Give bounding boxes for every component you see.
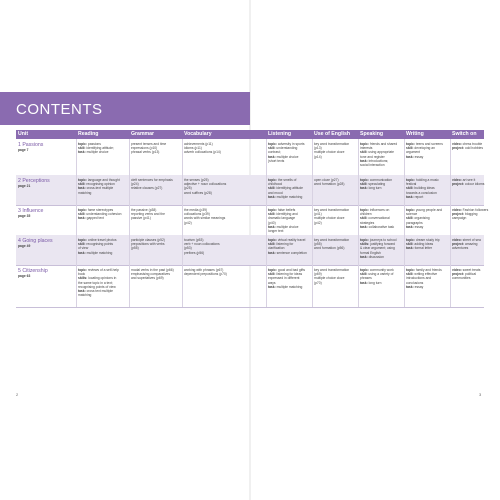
cell-line: topic: communication — [360, 178, 393, 182]
column-divider — [182, 175, 183, 205]
cell-line: clarification — [268, 246, 285, 251]
cell-line: and superlatives (p69) — [131, 276, 164, 281]
switch-on-cell — [450, 208, 489, 221]
cell-line: prepositions with verbs — [131, 242, 165, 247]
cell-line: topic: dream study trip — [406, 238, 440, 242]
cell-line: matching — [78, 190, 92, 195]
cell-line: contrast; — [268, 150, 281, 155]
header-listening: Listening — [268, 131, 292, 137]
reading-cell — [76, 208, 129, 221]
header-switch-on: Switch on — [452, 131, 477, 137]
cell-line: skill: speculating — [360, 182, 386, 187]
cell-line: words with similar meanings — [184, 216, 226, 221]
column-divider — [182, 265, 183, 307]
cell-line: word formation (p56) — [314, 246, 345, 251]
cell-line: skill: conversational — [360, 216, 390, 221]
cell-line: formal English — [360, 250, 381, 255]
cell-line: the same topic in a text; — [78, 280, 113, 285]
cell-line: ways — [268, 280, 276, 285]
cell-line: verb + noun collocations — [184, 242, 220, 247]
column-divider — [266, 139, 267, 175]
column-divider — [358, 139, 359, 175]
grammar-cell — [129, 178, 182, 191]
speaking-cell — [358, 208, 404, 229]
cell-line: recognising points of view — [78, 284, 116, 289]
cell-line: task: long turn — [360, 186, 382, 191]
header-grammar: Grammar — [131, 131, 155, 137]
cell-line: skill: recognising points — [78, 242, 114, 247]
cell-line: topic: reviews of a self-help — [78, 268, 119, 272]
unit-title[interactable]: 5 Citizenship — [18, 268, 48, 274]
grammar-cell — [129, 268, 182, 281]
cell-line: paragraphs — [406, 220, 423, 225]
column-divider — [312, 235, 313, 265]
cell-line: video: street of sea — [452, 238, 481, 242]
table-row — [16, 265, 484, 307]
cell-line: skill: understanding — [268, 146, 298, 151]
cell-line: key word transformation — [314, 208, 350, 212]
column-divider — [76, 205, 77, 235]
column-divider — [129, 265, 130, 307]
cell-line: topic: the smells of — [268, 178, 297, 182]
cell-line: participle clauses (p52) — [131, 238, 165, 242]
cell-line: longer text — [268, 229, 284, 234]
cell-line: children — [360, 212, 372, 217]
cell-line: skill: understanding cohesion — [78, 212, 122, 217]
use-of-english-cell — [312, 142, 358, 159]
speaking-cell — [358, 178, 404, 191]
unit-page: page 49 — [18, 244, 31, 248]
switch-on-cell — [450, 178, 484, 186]
cell-line: skill: writing effective — [406, 272, 438, 277]
cell-line: (p55) — [131, 246, 139, 251]
writing-cell — [404, 142, 450, 159]
cell-line: open cloze (p27) — [314, 178, 339, 182]
cell-line: social interaction — [360, 163, 385, 168]
writing-cell — [404, 178, 450, 199]
cell-line: present tenses and time — [131, 142, 167, 146]
cell-line: childhood — [268, 182, 283, 187]
column-divider — [404, 139, 405, 175]
cell-line: task: essay — [406, 284, 424, 289]
cell-line: collocations (p39) — [184, 212, 210, 217]
column-divider — [312, 265, 313, 307]
cell-line: topic: family and friends — [406, 268, 442, 272]
use-of-english-cell — [312, 268, 358, 285]
cell-line: (p14) — [314, 154, 322, 159]
unit-page: page 35 — [18, 214, 31, 218]
column-divider — [312, 139, 313, 175]
cell-line: multiple choice cloze — [314, 216, 345, 221]
column-divider — [312, 175, 313, 205]
row-divider — [16, 307, 484, 308]
cell-line: (p25) — [184, 186, 192, 191]
column-divider — [404, 235, 405, 265]
cell-line: task: collaborative task — [360, 224, 395, 229]
column-divider — [182, 235, 183, 265]
cell-line: tone and register — [360, 154, 385, 159]
cell-line: task: multiple choice — [268, 224, 299, 229]
unit-title[interactable]: 4 Going places — [18, 238, 53, 244]
column-divider — [358, 265, 359, 307]
cell-line: (p13) — [314, 146, 322, 151]
writing-cell — [404, 238, 450, 251]
cell-line: project: colour idioms — [452, 182, 485, 187]
cell-line: task: cross-text multiple — [78, 186, 114, 191]
speaking-cell — [358, 142, 404, 167]
cell-line: video: Fashion followers — [452, 208, 489, 212]
use-of-english-cell — [312, 238, 358, 251]
cell-line: prefixes (p56) — [184, 250, 205, 255]
cell-line: (short texts — [268, 158, 285, 163]
grammar-cell — [129, 208, 182, 221]
table-row — [16, 235, 484, 265]
header-vocabulary: Vocabulary — [184, 131, 212, 137]
cell-line: passive (p41) — [131, 216, 151, 221]
column-divider — [76, 139, 77, 175]
column-divider — [266, 235, 267, 265]
cell-line: (p42) — [314, 220, 322, 225]
cell-line: introductions and — [406, 276, 432, 281]
cell-line: skill: listening for — [268, 242, 294, 247]
column-divider — [450, 265, 451, 307]
cell-line: task: cross text multiple — [78, 289, 114, 294]
header-writing: Writing — [406, 131, 424, 137]
cell-line: key word transformation — [314, 238, 350, 242]
cell-line: topic: fame stereotypes — [78, 208, 114, 212]
column-divider — [266, 265, 267, 307]
cell-line: topic: community work — [360, 268, 394, 272]
cell-line: adjective + noun collocations — [184, 182, 227, 187]
cell-line: topic: teens and screens — [406, 142, 443, 146]
speaking-cell — [358, 238, 404, 259]
cell-line: skill: developing an — [406, 146, 435, 151]
cell-line: (p40) — [268, 220, 276, 225]
cell-line: topic: good and bad gifts — [268, 268, 306, 272]
cell-line: the senses (p25) — [184, 178, 209, 182]
column-divider — [404, 175, 405, 205]
cell-line: multiple choice cloze — [314, 150, 345, 155]
cell-line: campaign — [452, 216, 467, 221]
cell-line: (p69) — [314, 272, 322, 277]
cell-line: task: multiple choice — [78, 150, 109, 155]
cell-line: task: essay — [406, 224, 424, 229]
cell-line: topic: false beliefs — [268, 208, 296, 212]
cell-line: skill: identifying attitude; — [78, 146, 114, 151]
vocabulary-cell — [182, 178, 266, 195]
cell-line: multiple choice cloze — [314, 276, 345, 281]
speaking-cell — [358, 268, 404, 285]
cell-line: video: sweet treats — [452, 268, 481, 272]
cell-line: task: long turn — [360, 280, 382, 285]
column-divider — [312, 205, 313, 235]
cell-line: matching — [78, 293, 92, 298]
cell-line: topic: adversity in sports — [268, 142, 305, 146]
cell-line: skills: locating opinions in — [78, 276, 117, 281]
column-divider — [129, 175, 130, 205]
cell-line: (p24) — [131, 182, 139, 187]
cell-line: conclusions — [406, 280, 424, 285]
writing-cell — [404, 208, 450, 229]
column-divider — [404, 205, 405, 235]
cell-line: phrasal verbs (p13) — [131, 150, 160, 155]
header-use-of-english: Use of English — [314, 131, 351, 137]
table-row — [16, 205, 489, 235]
listening-cell — [266, 268, 312, 289]
column-divider — [76, 175, 77, 205]
column-divider — [450, 235, 451, 265]
cell-line: (p53) — [184, 246, 192, 251]
grammar-cell — [129, 238, 182, 251]
cell-line: task: introductions; — [360, 158, 389, 163]
unit-page: page 7 — [18, 148, 29, 152]
header-reading: Reading — [78, 131, 99, 137]
unit-cell — [16, 178, 76, 188]
cell-line: the media (p39) — [184, 208, 208, 212]
column-divider — [76, 235, 77, 265]
reading-cell — [76, 142, 129, 155]
column-divider — [450, 205, 451, 235]
unit-cell — [16, 208, 76, 218]
cell-line: expressions (p10) — [131, 146, 158, 151]
vocabulary-cell — [182, 238, 266, 255]
vocabulary-cell — [182, 208, 266, 225]
cell-line: the passive (p38) — [131, 208, 157, 212]
cell-line: word suffixes (p28) — [184, 190, 212, 195]
cell-line: (p55) — [314, 242, 322, 247]
cell-line: of view — [78, 246, 89, 251]
cell-line: task: multiple matching — [268, 194, 303, 199]
unit-title[interactable]: 2 Perceptions — [18, 178, 50, 184]
listening-cell — [266, 208, 312, 233]
page-number-left: 2 — [16, 392, 19, 397]
cell-line: topic: passions — [78, 142, 101, 146]
cell-line: (p70) — [314, 280, 322, 285]
cell-line: word formation (p28) — [314, 182, 345, 187]
reading-cell — [76, 238, 129, 255]
column-divider — [450, 175, 451, 205]
cell-line: task: discussion — [360, 254, 385, 259]
switch-on-cell — [450, 268, 484, 281]
switch-on-cell — [450, 238, 484, 251]
column-divider — [404, 265, 405, 307]
reading-cell — [76, 268, 129, 297]
cell-line: festival — [406, 182, 417, 187]
cell-line: book — [78, 272, 86, 277]
column-divider — [182, 139, 183, 175]
header-unit: Unit — [18, 131, 29, 137]
listening-cell — [266, 142, 312, 163]
cell-line: video: art see it — [452, 178, 476, 182]
cell-line: task: report — [406, 194, 424, 199]
cell-line: science — [406, 212, 418, 217]
column-divider — [266, 175, 267, 205]
unit-title[interactable]: 1 Passions — [18, 142, 44, 148]
cell-line: skill: using a variety of — [360, 272, 394, 277]
column-divider — [182, 205, 183, 235]
cell-line: expressed in different — [268, 276, 300, 281]
unit-cell — [16, 268, 76, 278]
column-divider — [450, 139, 451, 175]
unit-cell — [16, 142, 76, 152]
cell-line: working with phrases (p67) — [184, 268, 224, 272]
cell-line: topic: young people and — [406, 208, 443, 212]
listening-cell — [266, 178, 312, 199]
column-divider — [129, 205, 130, 235]
cell-line: achievements (p11) — [184, 142, 213, 146]
cell-line: topic: online travel photos — [78, 238, 117, 242]
cell-line: video: chess trouble — [452, 142, 483, 146]
cell-line: skills: justifying forward — [360, 242, 396, 247]
cell-line: task: essay — [406, 154, 424, 159]
writing-cell — [404, 268, 450, 289]
cell-line: topic: journeys to school — [360, 238, 397, 242]
cell-line: tourism (p53) — [184, 238, 204, 242]
cell-line: skill: listening for ideas — [268, 272, 303, 277]
cell-line: phrases — [360, 276, 372, 281]
cell-line: skill: identifying and — [268, 212, 298, 217]
grammar-cell — [129, 142, 182, 155]
use-of-english-cell — [312, 178, 358, 186]
cell-line: modal verbs in the past (p66) — [131, 268, 174, 272]
unit-page: page 63 — [18, 274, 31, 278]
cell-line: skill: recognising opinion — [78, 182, 115, 187]
cell-line: skill: using appropriate — [360, 150, 394, 155]
table-header — [16, 130, 484, 139]
vocabulary-cell — [182, 142, 266, 155]
cell-line: topic: holding a music — [406, 178, 439, 182]
cell-line: task: formal letter — [406, 246, 433, 251]
page-title: CONTENTS — [16, 101, 103, 118]
table-row — [16, 139, 484, 175]
cell-line: argument — [406, 150, 420, 155]
cell-line: project: political — [452, 272, 477, 277]
cell-line: (p41) — [314, 212, 322, 217]
cell-line: task: multiple choice — [268, 154, 299, 159]
unit-page: page 21 — [18, 184, 31, 188]
cell-line: key word transformation — [314, 268, 350, 272]
column-divider — [358, 235, 359, 265]
cell-line: task: sentence completion — [268, 250, 307, 255]
cell-line: skill: identifying attitude — [268, 186, 304, 191]
cell-line: task: multiple matching — [78, 250, 113, 255]
cell-line: communities — [452, 276, 471, 281]
column-divider — [76, 265, 77, 307]
cell-line: dramatic language — [268, 216, 296, 221]
cell-line: project: blogging — [452, 212, 478, 217]
cell-line: task: gapped text — [78, 216, 104, 221]
switch-on-cell — [450, 142, 484, 150]
cell-line: and mood — [268, 190, 283, 195]
cell-line: skill: building ideas — [406, 186, 435, 191]
unit-cell — [16, 238, 76, 248]
cell-line: adverb collocations (p14) — [184, 150, 221, 155]
cell-line: reporting verbs and the — [131, 212, 165, 217]
cell-line: topic: influences on — [360, 208, 390, 212]
page-number-right: 3 — [479, 392, 482, 397]
vocabulary-cell — [182, 268, 266, 276]
column-divider — [358, 205, 359, 235]
cell-line: cleft sentences for emphasis — [131, 178, 173, 182]
cell-line: emphasising comparatives — [131, 272, 171, 277]
cell-line: topic: language and thought — [78, 178, 120, 182]
cell-line: skill: organising — [406, 216, 430, 221]
cell-line: strategies — [360, 220, 375, 225]
listening-cell — [266, 238, 312, 255]
column-divider — [129, 235, 130, 265]
unit-title[interactable]: 3 Influence — [18, 208, 44, 214]
column-divider — [358, 175, 359, 205]
column-divider — [129, 139, 130, 175]
cell-line: project: odd hobbies — [452, 146, 483, 151]
reading-cell — [76, 178, 129, 195]
column-divider — [266, 205, 267, 235]
cell-line: idioms (p11) — [184, 146, 202, 151]
cell-line: (p42) — [184, 220, 192, 225]
cell-line: & clear argument; using — [360, 246, 395, 251]
cell-line: skill: adding ideas — [406, 242, 434, 247]
table-row — [16, 175, 484, 205]
use-of-english-cell — [312, 208, 358, 225]
cell-line: topic: virtual reality travel — [268, 238, 306, 242]
cell-line: topic: friends and shared — [360, 142, 398, 146]
cell-line: interests — [360, 146, 373, 151]
cell-line: towards a conclusion — [406, 190, 437, 195]
header-speaking: Speaking — [360, 131, 384, 137]
cell-line: task: multiple matching — [268, 284, 303, 289]
cell-line: adventures — [452, 246, 469, 251]
cell-line: project: amazing — [452, 242, 478, 247]
cell-line: relative clauses (p27) — [131, 186, 163, 191]
cell-line: dependent prepositions (p70) — [184, 272, 227, 277]
cell-line: key word transformation — [314, 142, 350, 146]
